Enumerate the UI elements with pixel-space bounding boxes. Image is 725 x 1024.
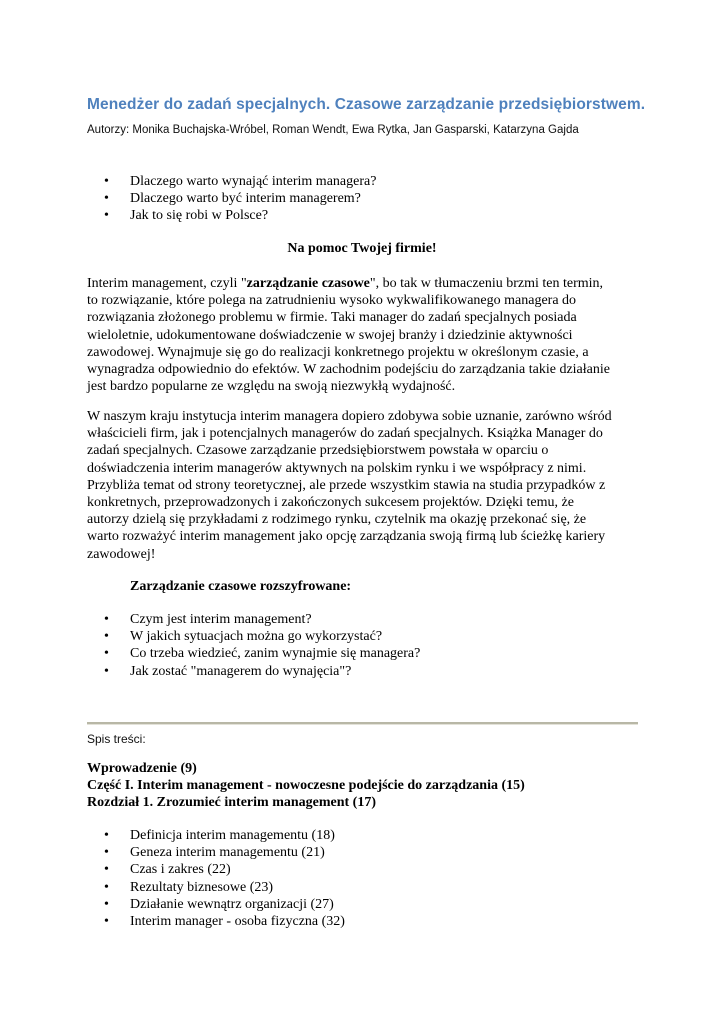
paragraph-line: wynagradza odpowiednio do efektów. W zachodnim podejściu do zarządzania takie działanie	[87, 362, 610, 378]
list-item: • Czas i zakres (22)	[87, 861, 345, 878]
horizontal-divider	[87, 722, 638, 725]
paragraph-line: zawodowej!	[87, 546, 156, 562]
paragraph-line: warto rozważyć interim management jako opcję zarządzania swoją firmą lub ścieżkę kariery	[87, 529, 606, 545]
paragraph-line: Przybliża temat od strony teoretycznej, ale przede wszystkim stawia na studia przypadków z	[87, 477, 606, 493]
paragraph-line: konkretnych, przeprowadzonych i zakończonych sukcesem projektów. Dzięki temu, że	[87, 495, 574, 511]
list-item: • Czym jest interim management?	[87, 611, 420, 628]
paragraph-line: wieloletnie, udokumentowane doświadczenie w swojej branży i dziedzinie aktywności	[87, 327, 573, 343]
authors-line: Autorzy: Monika Buchajska-Wróbel, Roman Wendt, Ewa Rytka, Jan Gasparski, Katarzyna Gajda	[87, 124, 579, 136]
paragraph-line: doświadczenia interim managerów aktywnych na polskim rynku i we współpracy z nimi.	[87, 460, 587, 476]
list-item: • Interim manager - osoba fizyczna (32)	[87, 913, 345, 930]
paragraph-2	[87, 408, 637, 563]
list-item: • Co trzeba wiedzieć, zanim wynajmie się managera?	[87, 645, 420, 662]
toc-heading: Część I. Interim management - nowoczesne podejście do zarządzania (15)	[87, 778, 525, 793]
paragraph-line: Interim management, czyli "zarządzanie czasowe", bo tak w tłumaczeniu brzmi ten termin,	[87, 276, 604, 291]
section-heading: Na pomoc Twojej firmie!	[287, 241, 437, 256]
paragraph-line: zawodowej. Wynajmuje się go do realizacji konkretnego projektu w określonym czasie, a	[87, 344, 589, 360]
list-item: • Definicja interim managementu (18)	[87, 827, 345, 844]
paragraph-1	[87, 275, 637, 395]
list-item: • Jak to się robi w Polsce?	[87, 207, 376, 224]
list-item: • Jak zostać "managerem do wynajęcia"?	[87, 663, 420, 680]
subheading: Zarządzanie czasowe rozszyfrowane:	[130, 579, 352, 594]
document-title: Menedżer do zadań specjalnych. Czasowe zarządzanie przedsiębiorstwem.	[87, 96, 646, 113]
list-item: • Dlaczego warto wynająć interim managera?	[87, 173, 376, 190]
toc-heading: Wprowadzenie (9)	[87, 761, 197, 776]
paragraph-line: W naszym kraju instytucja interim managera dopiero zdobywa sobie uznanie, zarówno wśród	[87, 409, 612, 424]
list-item: • W jakich sytuacjach można go wykorzystać?	[87, 628, 420, 645]
paragraph-line: zadań specjalnych. Czasowe zarządzanie przedsiębiorstwem powstała w oparciu o	[87, 443, 549, 459]
list-item: • Dlaczego warto być interim managerem?	[87, 190, 376, 207]
paragraph-line: to rozwiązanie, które polega na zatrudnieniu wysoko wykwalifikowanego managera do	[87, 293, 577, 309]
paragraph-line: właścicieli firm, jak i potencjalnych managerów do zadań specjalnych. Książka Manager do	[87, 426, 603, 442]
paragraph-line: autorzy dzielą się przykładami z rodzimego rynku, czytelnik ma okazję przekonać się, że	[87, 512, 587, 528]
questions-bullet-list	[87, 611, 420, 680]
list-item: • Rezultaty biznesowe (23)	[87, 879, 345, 896]
list-item: • Geneza interim managementu (21)	[87, 844, 345, 861]
toc-bullet-list	[87, 827, 345, 930]
paragraph-line: rozwiązania złożonego problemu w firmie. Taki manager do zadań specjalnych posiada	[87, 310, 577, 326]
list-item: • Działanie wewnątrz organizacji (27)	[87, 896, 345, 913]
bold-term: zarządzanie czasowe	[246, 276, 370, 291]
paragraph-line: jest bardzo popularne ze względu na swoją niezwykłą wydajność.	[87, 379, 456, 395]
toc-label: Spis treści:	[87, 732, 146, 746]
toc-heading: Rozdział 1. Zrozumieć interim management (17)	[87, 795, 377, 810]
intro-bullet-list	[87, 173, 376, 225]
